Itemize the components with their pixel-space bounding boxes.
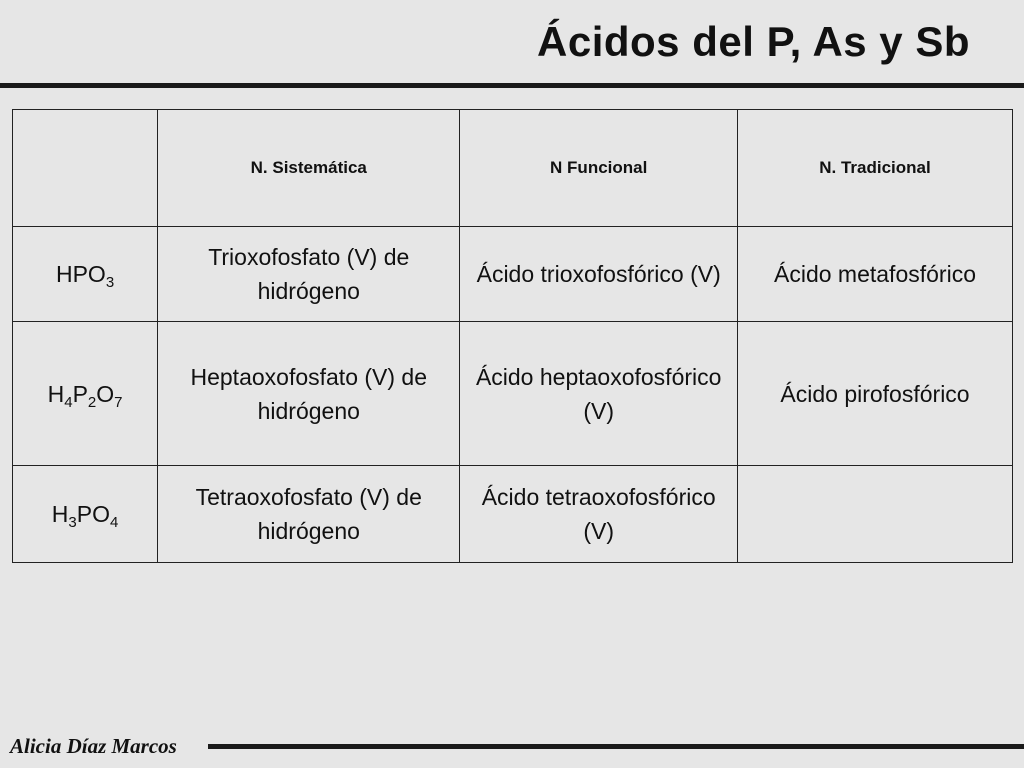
author-signature: Alicia Díaz Marcos: [10, 734, 177, 758]
formula-subscript: 3: [68, 514, 77, 531]
formula-subscript: 2: [87, 393, 97, 411]
table-row: [13, 227, 1013, 322]
tradicional-cell: [737, 466, 1012, 563]
formula-cell: [13, 466, 158, 563]
formula-subscript: 3: [105, 274, 115, 291]
table-row: [13, 466, 1013, 563]
formula-cell: [13, 227, 158, 322]
sistematica-cell: Heptaoxofosfato (V) de hidrógeno: [158, 322, 460, 466]
formula-text: P: [72, 380, 88, 407]
formula-cell: [13, 322, 158, 466]
formula-text: H: [47, 380, 65, 407]
formula-text: O: [96, 380, 115, 407]
formula-subscript: 4: [64, 393, 73, 411]
formula-text: H: [51, 501, 69, 527]
header-funcional: N Funcional: [460, 110, 738, 227]
header-empty-cell: [13, 110, 158, 227]
formula-subscript: 7: [114, 393, 123, 411]
funcional-cell: Ácido trioxofosfórico (V): [460, 227, 738, 322]
funcional-cell: Ácido heptaoxofosfórico (V): [460, 322, 738, 466]
formula-text: HPO: [55, 261, 106, 287]
funcional-cell: Ácido tetraoxofosfórico (V): [460, 466, 738, 563]
formula-text: PO: [76, 501, 110, 527]
sistematica-cell: Tetraoxofosfato (V) de hidrógeno: [158, 466, 460, 563]
title-divider: [0, 83, 1024, 88]
sistematica-cell: Trioxofosfato (V) de hidrógeno: [158, 227, 460, 322]
acids-table: [12, 109, 1013, 563]
header-sistematica: N. Sistemática: [158, 110, 460, 227]
table-row: [13, 322, 1013, 466]
slide-title: Ácidos del P, As y Sb: [537, 18, 970, 65]
footer-divider: [208, 744, 1024, 749]
tradicional-cell: Ácido metafosfórico: [737, 227, 1012, 322]
header-tradicional: N. Tradicional: [737, 110, 1012, 227]
tradicional-cell: Ácido pirofosfórico: [737, 322, 1012, 466]
header-row: [13, 110, 1013, 227]
formula-subscript: 4: [109, 514, 119, 531]
